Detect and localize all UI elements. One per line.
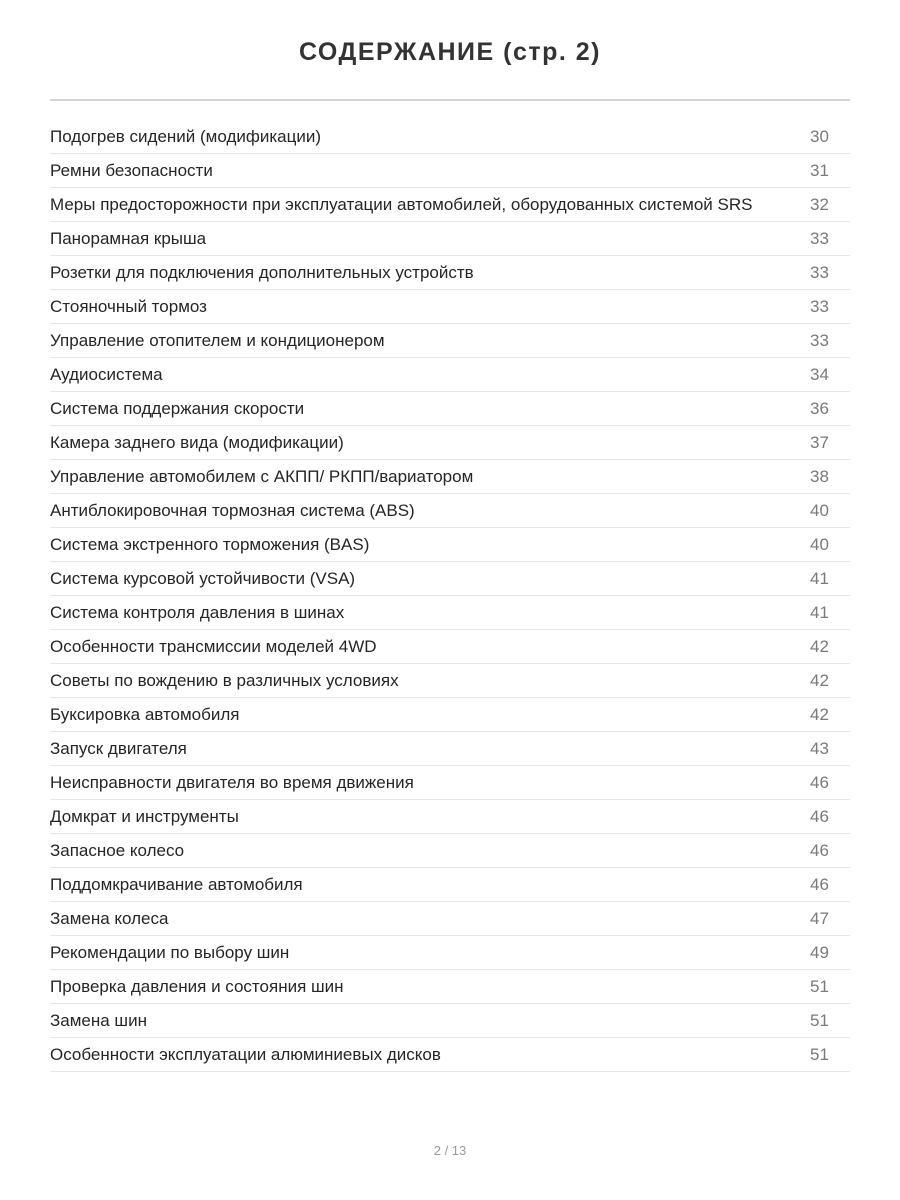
title-divider [50,99,850,101]
toc-entry[interactable] [50,290,850,324]
toc-entry-label: Проверка давления и состояния шин [50,976,344,996]
toc-entry[interactable] [50,324,850,358]
toc-entry-label: Система поддержания скорости [50,398,305,418]
toc-entry-page-number: 51 [810,1010,829,1030]
toc-entry-page-number: 41 [810,568,829,588]
toc-entry-page-number: 42 [810,636,829,656]
toc-entry[interactable] [50,970,850,1004]
toc-entry-label: Управление автомобилем с АКПП/ РКПП/вариатором [50,466,474,486]
toc-entry[interactable] [50,800,850,834]
toc-entry-label: Система курсовой устойчивости (VSA) [50,568,356,588]
toc-entry-page-number: 40 [810,500,829,520]
toc-entry[interactable] [50,834,850,868]
toc-entry-label: Меры предосторожности при эксплуатации автомобилей, оборудованных системой SRS [50,194,753,214]
toc-entry-page-number: 40 [810,534,829,554]
toc-entry[interactable] [50,698,850,732]
toc-entry-label: Особенности эксплуатации алюминиевых дисков [50,1044,441,1064]
toc-entry[interactable] [50,460,850,494]
toc-entry-label: Запасное колесо [50,840,185,860]
toc-entry-label: Камера заднего вида (модификации) [50,432,344,452]
toc-entry-label: Аудиосистема [50,364,163,384]
toc-entry[interactable] [50,120,850,154]
toc-entry-label: Система экстренного торможения (BAS) [50,534,370,554]
toc-entry-label: Запуск двигателя [50,738,187,758]
toc-entry[interactable] [50,1038,850,1072]
toc-entry-label: Система контроля давления в шинах [50,602,345,622]
toc-entry-page-number: 46 [810,840,829,860]
toc-entry[interactable] [50,188,850,222]
toc-entry-page-number: 51 [810,976,829,996]
toc-entry-label: Стояночный тормоз [50,296,207,316]
toc-entry[interactable] [50,596,850,630]
toc-entry[interactable] [50,630,850,664]
toc-entry-label: Рекомендации по выбору шин [50,942,290,962]
toc-entry-label: Буксировка автомобиля [50,704,240,724]
page-indicator: 2 / 13 [433,1143,467,1158]
toc-entry[interactable] [50,154,850,188]
toc-entry[interactable] [50,528,850,562]
toc-entry-page-number: 46 [810,874,829,894]
toc-entry-page-number: 49 [810,942,829,962]
toc-entry[interactable] [50,562,850,596]
toc-entry[interactable] [50,426,850,460]
page-title: СОДЕРЖАНИЕ (стр. 2) [298,38,602,66]
toc-entry-label: Подогрев сидений (модификации) [50,126,321,146]
toc-entry-page-number: 46 [810,806,829,826]
toc-entry[interactable] [50,868,850,902]
toc-entry[interactable] [50,358,850,392]
toc-entry-page-number: 34 [810,364,829,384]
toc-entry[interactable] [50,664,850,698]
toc-entry-page-number: 43 [810,738,829,758]
toc-entry[interactable] [50,1004,850,1038]
toc-entry-label: Особенности трансмиссии моделей 4WD [50,636,377,656]
toc-entry-page-number: 32 [810,194,829,214]
toc-entry-page-number: 33 [810,262,829,282]
toc-entry-page-number: 42 [810,704,829,724]
toc-entry-label: Поддомкрачивание автомобиля [50,874,303,894]
toc-entry[interactable] [50,494,850,528]
toc-entry-label: Панорамная крыша [50,228,207,248]
toc-entry-page-number: 46 [810,772,829,792]
toc-entry[interactable] [50,222,850,256]
toc-entry-label: Домкрат и инструменты [50,806,239,826]
toc-entry-page-number: 41 [810,602,829,622]
toc-entry-label: Розетки для подключения дополнительных устройств [50,262,474,282]
toc-entry-label: Советы по вождению в различных условиях [50,670,399,690]
toc-entry[interactable] [50,902,850,936]
toc-entry[interactable] [50,732,850,766]
toc-entry-page-number: 42 [810,670,829,690]
toc-entry-label: Управление отопителем и кондиционером [50,330,385,350]
toc-entry-label: Ремни безопасности [50,160,213,180]
toc-entry[interactable] [50,936,850,970]
toc-entry[interactable] [50,256,850,290]
toc-entry-page-number: 38 [810,466,829,486]
toc-entry[interactable] [50,766,850,800]
table-of-contents [50,120,850,1072]
toc-entry-page-number: 33 [810,296,829,316]
toc-entry-page-number: 30 [810,126,829,146]
toc-entry[interactable] [50,392,850,426]
toc-entry-page-number: 33 [810,228,829,248]
toc-entry-page-number: 33 [810,330,829,350]
toc-entry-page-number: 37 [810,432,829,452]
toc-entry-page-number: 51 [810,1044,829,1064]
toc-entry-page-number: 36 [810,398,829,418]
toc-entry-page-number: 31 [810,160,829,180]
toc-entry-label: Замена колеса [50,908,169,928]
toc-entry-label: Неисправности двигателя во время движения [50,772,414,792]
toc-entry-label: Замена шин [50,1010,147,1030]
toc-entry-page-number: 47 [810,908,829,928]
toc-entry-label: Антиблокировочная тормозная система (ABS) [50,500,415,520]
